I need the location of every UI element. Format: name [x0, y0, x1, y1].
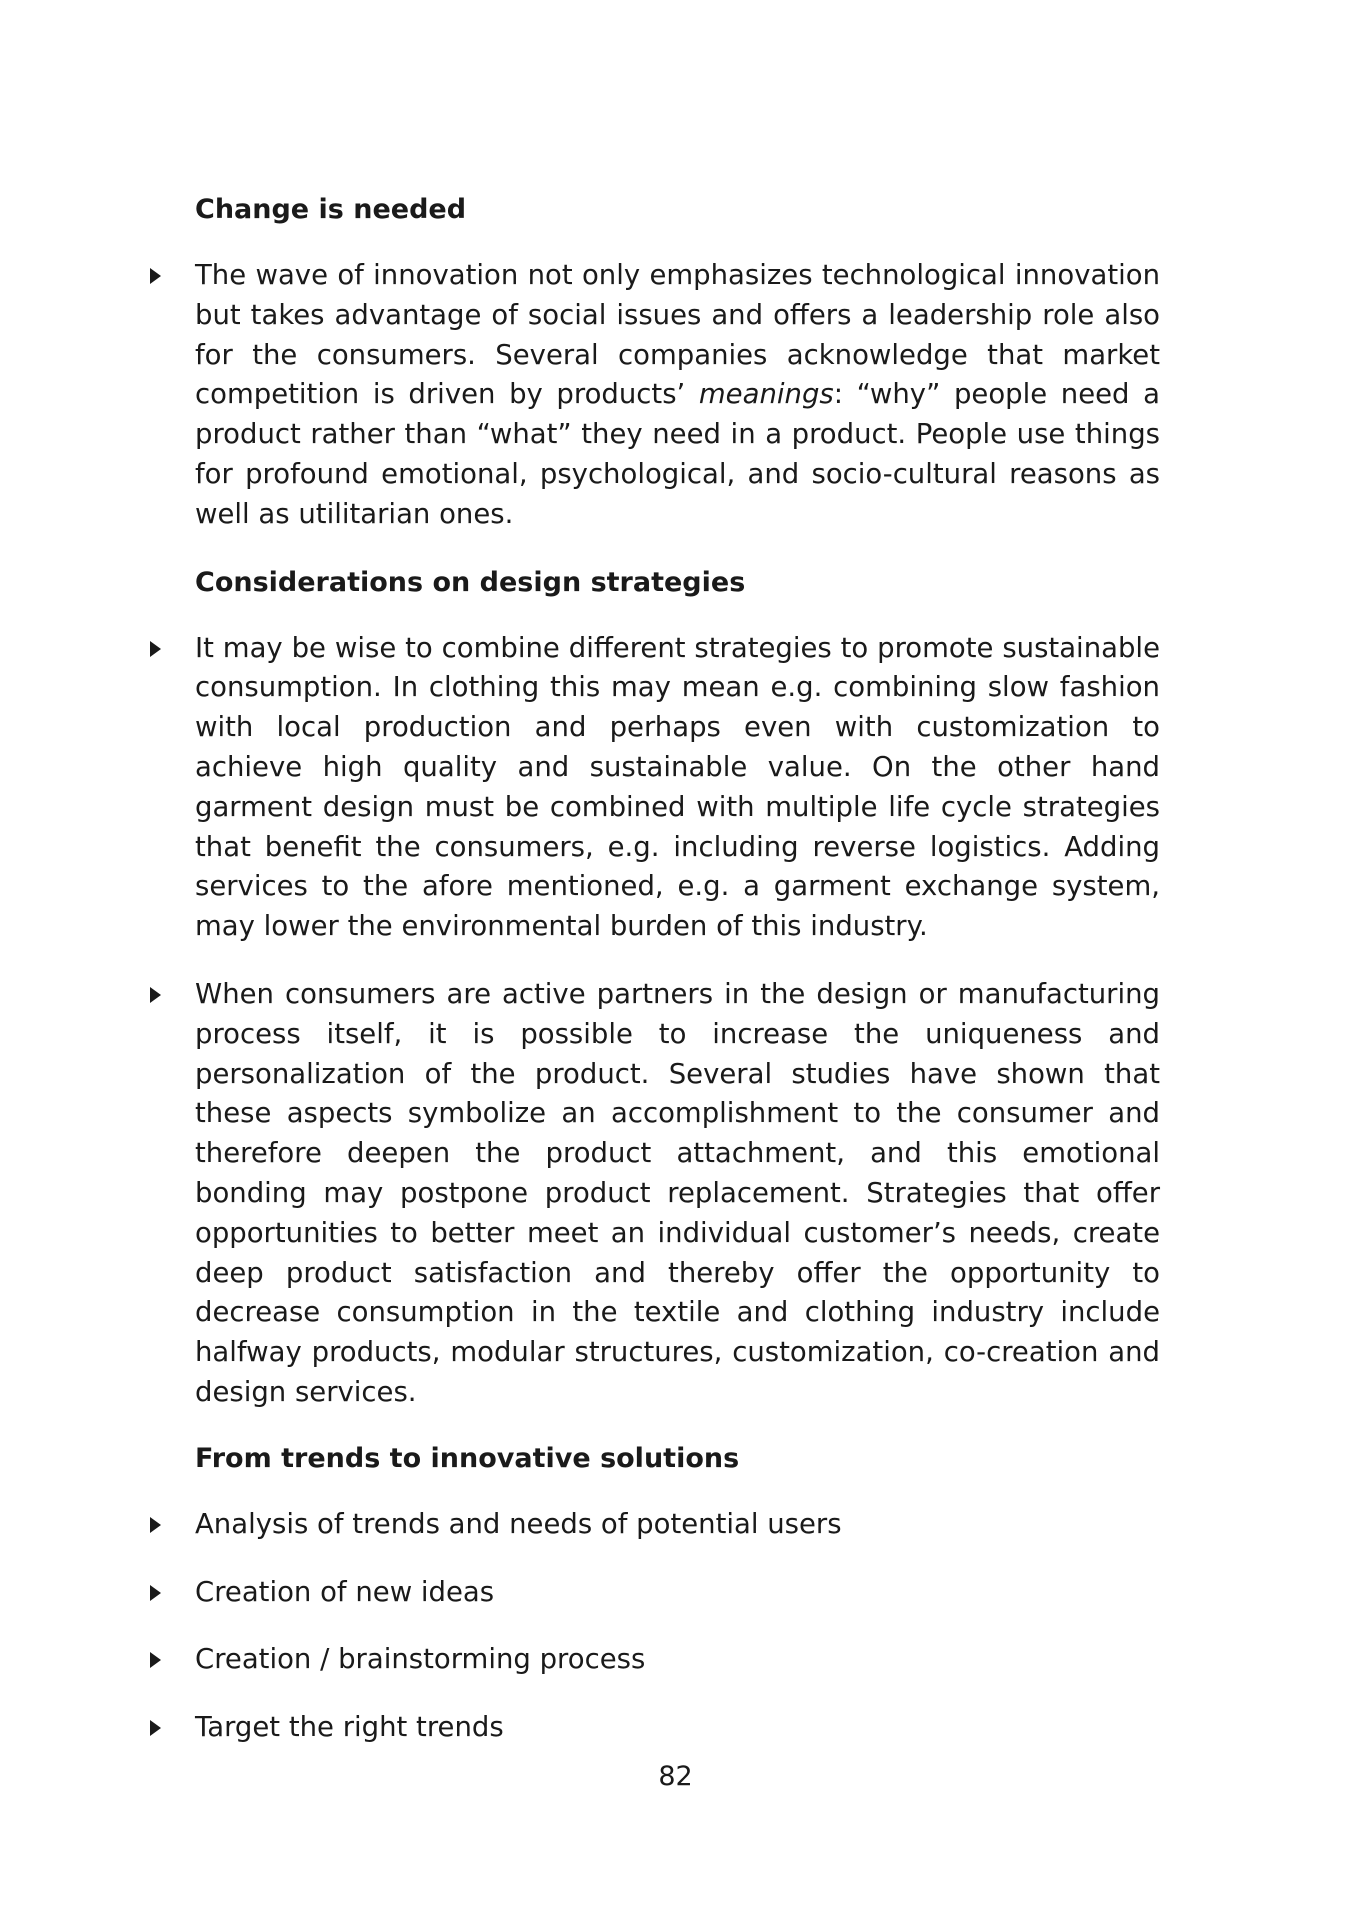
- bullet-item-text: Creation of new ideas: [195, 1575, 495, 1608]
- bullet-item-text: Target the right trends: [195, 1711, 504, 1744]
- bullet-paragraph: [195, 975, 1160, 1413]
- paragraph-text: When consumers are active partners in the design or manufacturing process itself, it is possible to increase the uniqueness and personalization of the product. Several studies have shown that these aspects symbolize an accomplishment to the consumer and therefore deepen the product attachment, and this emotional bonding may postpone product replacement. Strategies that offer opportunities to better meet an individual customer’s needs, create deep product satisfaction and thereby offer the opportunity to decrease consumption in the textile and clothing industry include halfway products, modular structures, customization, co-creation and design services.: [195, 977, 1160, 1408]
- paragraph-text-after: : “why” people need a product rather than “what” they need in a product. People use things for profound emotional, psychological, and socio-cultural reasons as well as utilitarian ones.: [195, 378, 1160, 530]
- section-heading-trends-to-solutions: From trends to innovative solutions: [195, 1442, 740, 1474]
- bullet-triangle-icon: [150, 268, 161, 284]
- paragraph-text-before: The wave of innovation not only emphasizes technological innovation but takes advantage of social issues and offers a leadership role also for the consumers. Several companies acknowledge that market competition is driven by products’: [195, 259, 1160, 411]
- bullet-item: [195, 1573, 1160, 1613]
- paragraph-emphasis: meanings: [698, 378, 834, 411]
- bullet-item: [195, 1708, 1160, 1748]
- bullet-triangle-icon: [150, 1585, 161, 1601]
- page-content: [195, 190, 1160, 1776]
- bullet-item: [195, 1505, 1160, 1545]
- bullet-paragraph: [195, 256, 1160, 535]
- paragraph-text: It may be wise to combine different strategies to promote sustainable consumption. In clothing this may mean e.g. combining slow fashion with local production and perhaps even with customization to achieve high quality and sustainable value. On the other hand garment design must be combined with multiple life cycle strategies that benefit the consumers, e.g. including reverse logistics. Adding services to the afore mentioned, e.g. a garment exchange system, may lower the environmental burden of this industry.: [195, 631, 1160, 943]
- section-heading-design-strategies: Considerations on design strategies: [195, 566, 746, 598]
- bullet-paragraph: [195, 629, 1160, 947]
- bullet-triangle-icon: [150, 1720, 161, 1736]
- bullet-triangle-icon: [150, 987, 161, 1003]
- bullet-item: [195, 1640, 1160, 1680]
- bullet-triangle-icon: [150, 1517, 161, 1533]
- bullet-triangle-icon: [150, 641, 161, 657]
- section-heading-change-is-needed: Change is needed: [195, 194, 467, 225]
- bullet-item-text: Creation / brainstorming process: [195, 1643, 646, 1676]
- bullet-triangle-icon: [150, 1652, 161, 1668]
- bullet-item-text: Analysis of trends and needs of potential users: [195, 1507, 842, 1540]
- page-number: 82: [658, 1761, 693, 1792]
